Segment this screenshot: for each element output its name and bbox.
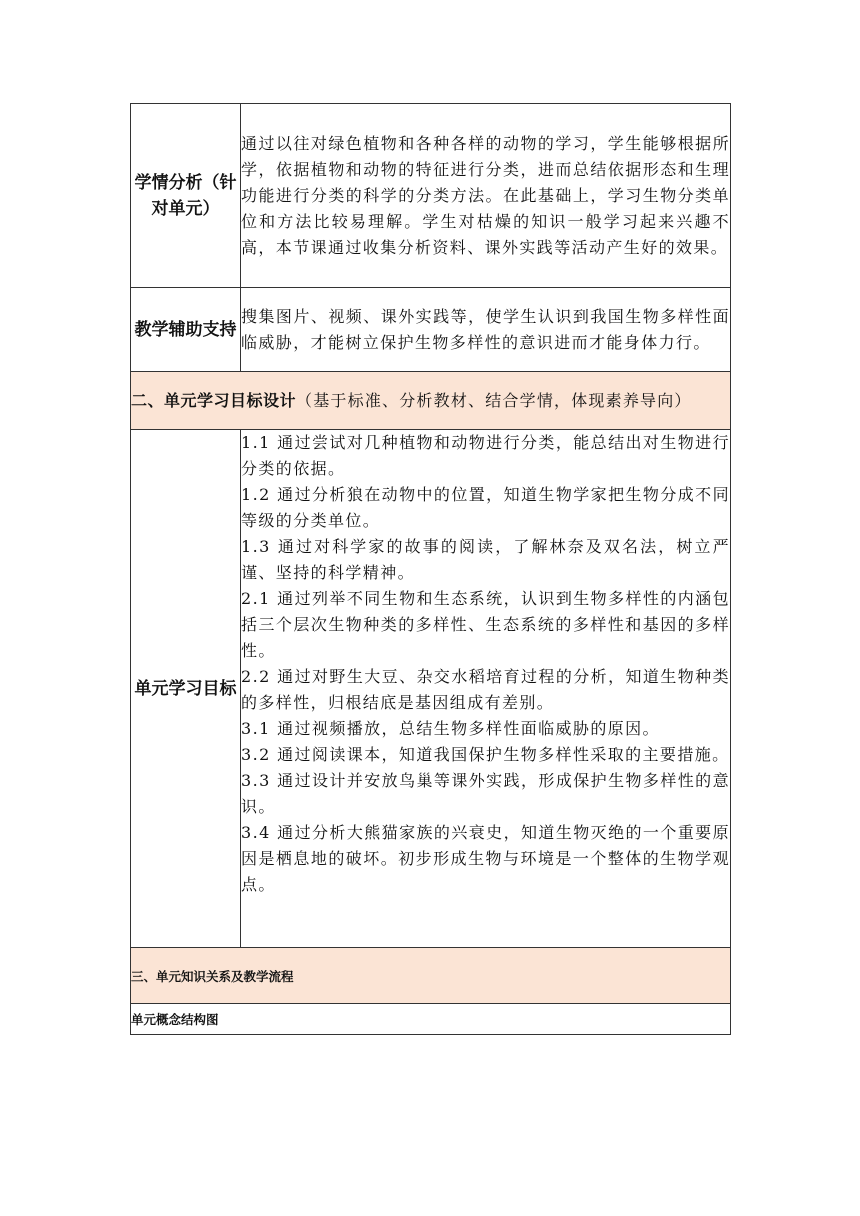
learning-analysis-label: 学情分析（针对单元）: [131, 104, 241, 288]
goal-item: 2.1 通过列举不同生物和生态系统，认识到生物多样性的内涵包括三个层次生物种类的多样性、生态系统的多样性和基因的多样性。: [241, 589, 730, 660]
unit-goals-label: 单元学习目标: [131, 430, 241, 948]
teaching-support-text: 搜集图片、视频、课外实践等，使学生认识到我国生物多样性面临威胁，才能树立保护生物多样性的意识进而才能身体力行。: [241, 288, 731, 372]
section-3-row: [131, 948, 731, 1004]
section-3-header: 三、单元知识关系及教学流程: [131, 948, 731, 1004]
teaching-support-row: [131, 288, 731, 372]
goal-item: 3.1 通过视频播放，总结生物多样性面临威胁的原因。: [241, 719, 660, 738]
section-2-header: [131, 372, 731, 430]
goal-item: 3.2 通过阅读课本，知道我国保护生物多样性采取的主要措施。: [241, 745, 730, 764]
goal-item: 3.4 通过分析大熊猫家族的兴衰史，知道生物灭绝的一个重要原因是栖息地的破坏。初步形成生物与环境是一个整体的生物学观点。: [241, 823, 730, 894]
goal-item: 2.2 通过对野生大豆、杂交水稻培育过程的分析，知道生物种类的多样性，归根结底是基因组成有差别。: [241, 667, 730, 712]
goal-item: 1.1 通过尝试对几种植物和动物进行分类，能总结出对生物进行分类的依据。: [241, 433, 730, 478]
concept-map-row: [131, 1004, 731, 1035]
section-2-row: [131, 372, 731, 430]
lesson-plan-table: [130, 103, 731, 1035]
goal-item: 1.3 通过对科学家的故事的阅读，了解林奈及双名法，树立严谨、坚持的科学精神。: [241, 537, 730, 582]
goal-item: 3.3 通过设计并安放鸟巢等课外实践，形成保护生物多样性的意识。: [241, 771, 730, 816]
section-2-note: （基于标准、分析教材、结合学情，体现素养导向）: [296, 390, 692, 410]
goal-item: 1.2 通过分析狼在动物中的位置，知道生物学家把生物分成不同等级的分类单位。: [241, 485, 730, 530]
unit-goals-list: [241, 430, 731, 948]
concept-map-label: 单元概念结构图: [131, 1004, 731, 1035]
section-2-title: 二、单元学习目标设计: [131, 390, 297, 410]
learning-analysis-text: 通过以往对绿色植物和各种各样的动物的学习，学生能够根据所学，依据植物和动物的特征进行分类，进而总结依据形态和生理功能进行分类的科学的分类方法。在此基础上，学习生物分类单位和方法比较易理解。学生对枯燥的知识一般学习起来兴趣不高，本节课通过收集分析资料、课外实践等活动产生好的效果。: [241, 104, 731, 288]
teaching-support-label: 教学辅助支持: [131, 288, 241, 372]
learning-analysis-row: [131, 104, 731, 288]
unit-goals-row: [131, 430, 731, 948]
